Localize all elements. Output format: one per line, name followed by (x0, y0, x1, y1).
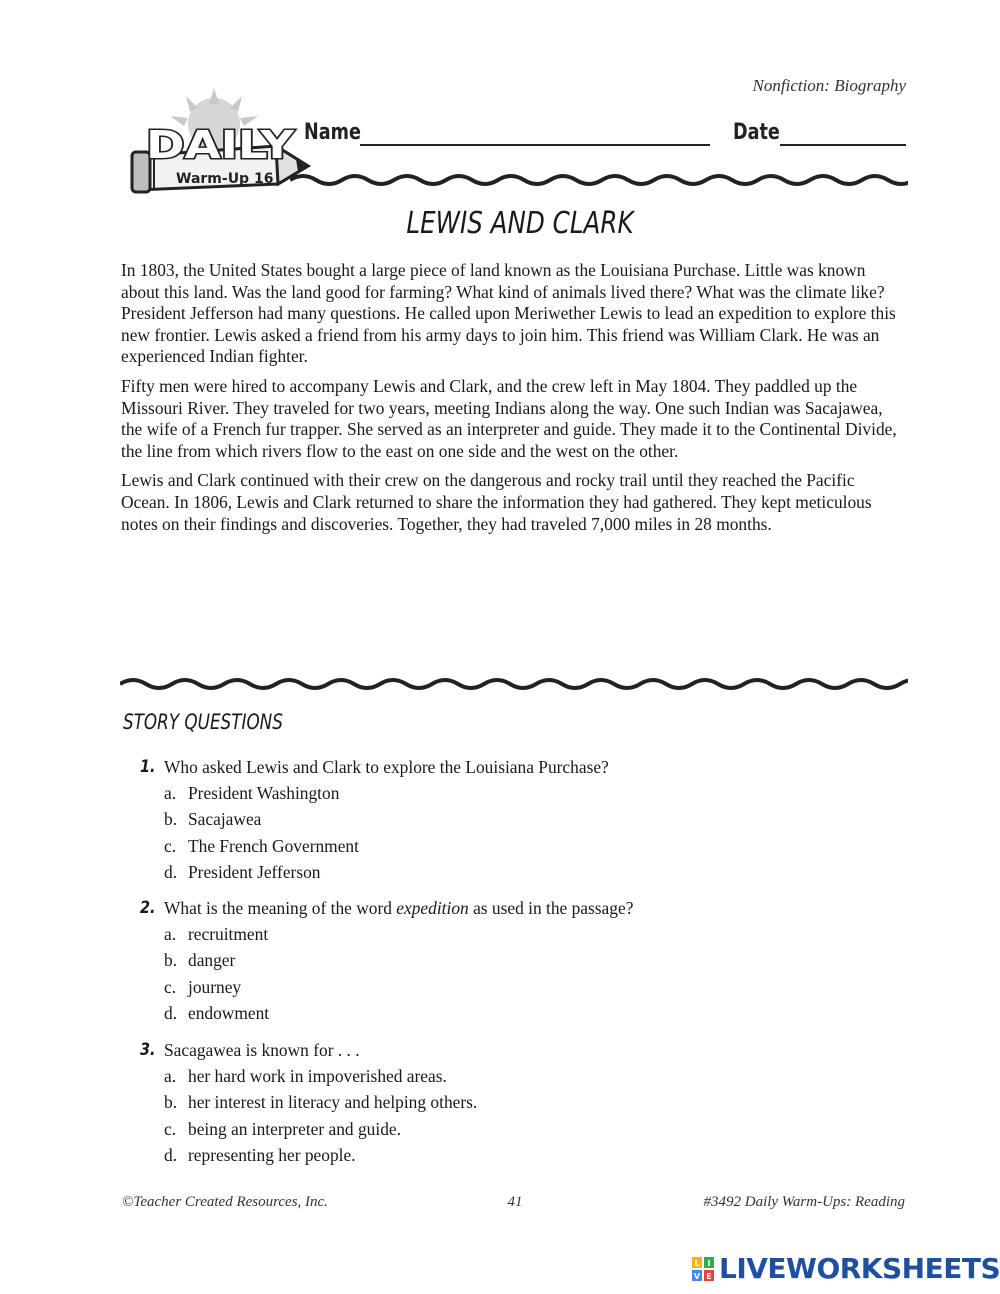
logo-sub: Warm-Up 16 (176, 171, 274, 187)
option-letter: b. (164, 950, 178, 971)
option-text: The French Government (188, 835, 359, 856)
question-3 (140, 1037, 900, 1169)
option-letter: a. (164, 783, 177, 803)
question-text-part: What is the meaning of the word (164, 898, 397, 918)
option-text: her hard work in impoverished areas. (188, 1066, 447, 1086)
answer-option[interactable] (164, 806, 900, 832)
question-text: Who asked Lewis and Clark to explore the Louisiana Purchase? (164, 757, 609, 777)
question-emphasis-word: expedition (396, 898, 469, 918)
question-text: Sacagawea is known for . . . (164, 1040, 360, 1060)
footer-copyright: ©Teacher Created Resources, Inc. (122, 1194, 328, 1210)
brand-name: LIVEWORKSHEETS (719, 1252, 1000, 1285)
option-text: President Washington (188, 783, 340, 803)
option-letter: b. (164, 809, 178, 830)
answer-option[interactable] (164, 1142, 900, 1168)
answer-option[interactable] (164, 859, 900, 885)
option-text: endowment (188, 1003, 270, 1024)
option-letter: d. (164, 1003, 178, 1024)
daily-warmup-logo (126, 86, 316, 196)
question-number: 2. (140, 898, 156, 918)
liveworksheets-badge-icon (692, 1257, 714, 1281)
option-letter: a. (164, 924, 177, 944)
question-number: 3. (140, 1040, 156, 1060)
option-letter: d. (164, 862, 178, 883)
question-1 (140, 754, 900, 886)
liveworksheets-brand[interactable] (692, 1251, 1000, 1287)
option-text: recruitment (188, 924, 269, 944)
option-letter: a. (164, 1066, 177, 1086)
option-letter: c. (164, 1118, 177, 1139)
answer-option[interactable] (164, 1116, 900, 1142)
page-title: LEWIS AND CLARK (406, 206, 634, 241)
question-text (164, 895, 633, 921)
story-questions-heading: STORY QUESTIONS (123, 710, 283, 734)
answer-option[interactable] (164, 921, 900, 947)
option-text: danger (188, 950, 236, 971)
genre-label: Nonfiction: Biography (752, 76, 906, 95)
wavy-divider-middle (120, 672, 908, 696)
option-text: President Jefferson (188, 862, 321, 883)
answer-option[interactable] (164, 1063, 900, 1089)
footer-book-title: #3492 Daily Warm-Ups: Reading (703, 1194, 905, 1210)
passage-paragraph: Fifty men were hired to accompany Lewis and Clark, and the crew left in May 1804. They paddled up the Missouri River. They traveled for two years, meeting Indians along the way. One such Indian was Sacajawea, the wife of a French fur trapper. She served as an interpreter and guide. They made it to the Continental Divide, the line from which rivers flow to the east on one side and the west on the other. (121, 375, 897, 461)
passage-paragraph: In 1803, the United States bought a large piece of land known as the Louisiana Purchase. Little was known about this land. Was the land good for farming? What kind of animals lived there? What was the climate like? President Jefferson had many questions. He called upon Meriwether Lewis to lead an expedition to explore this new frontier. Lewis asked a friend from his army days to join him. This friend was William Clark. He was an experienced Indian fighter. (121, 260, 896, 367)
option-text: being an interpreter and guide. (188, 1118, 401, 1139)
date-label: Date (733, 120, 780, 145)
option-text: her interest in literacy and helping others. (188, 1092, 478, 1113)
option-text: journey (188, 976, 242, 997)
option-letter: c. (164, 835, 177, 856)
badge-letter: I (707, 1259, 711, 1268)
badge-letter: V (693, 1272, 701, 1281)
badge-letter: L (694, 1259, 700, 1268)
option-text: representing her people. (188, 1145, 356, 1166)
option-text: Sacajawea (188, 809, 262, 830)
answer-option[interactable] (164, 947, 900, 973)
answer-option[interactable] (164, 1000, 900, 1026)
option-letter: d. (164, 1145, 178, 1166)
question-text-part: as used in the passage? (468, 898, 634, 918)
name-label: Name (304, 120, 361, 145)
footer-page-number: 41 (507, 1194, 523, 1210)
passage-paragraph: Lewis and Clark continued with their crew on the dangerous and rocky trail until they reached the Pacific Ocean. In 1806, Lewis and Clark returned to share the information they had gathered. They kept meticulous notes on their findings and discoveries. Together, they had traveled 7,000 miles in 28 months. (121, 470, 872, 534)
name-field[interactable] (360, 144, 710, 146)
reading-passage (121, 260, 906, 543)
answer-option[interactable] (164, 833, 900, 859)
date-field[interactable] (780, 144, 906, 146)
logo-word: DAILY (146, 123, 295, 167)
option-letter: c. (164, 976, 177, 997)
question-number: 1. (140, 757, 156, 777)
option-letter: b. (164, 1092, 178, 1113)
question-2 (140, 895, 900, 1027)
answer-option[interactable] (164, 974, 900, 1000)
answer-option[interactable] (164, 1089, 900, 1115)
badge-letter: E (706, 1272, 712, 1281)
answer-option[interactable] (164, 780, 900, 806)
wavy-divider-top (290, 168, 908, 192)
